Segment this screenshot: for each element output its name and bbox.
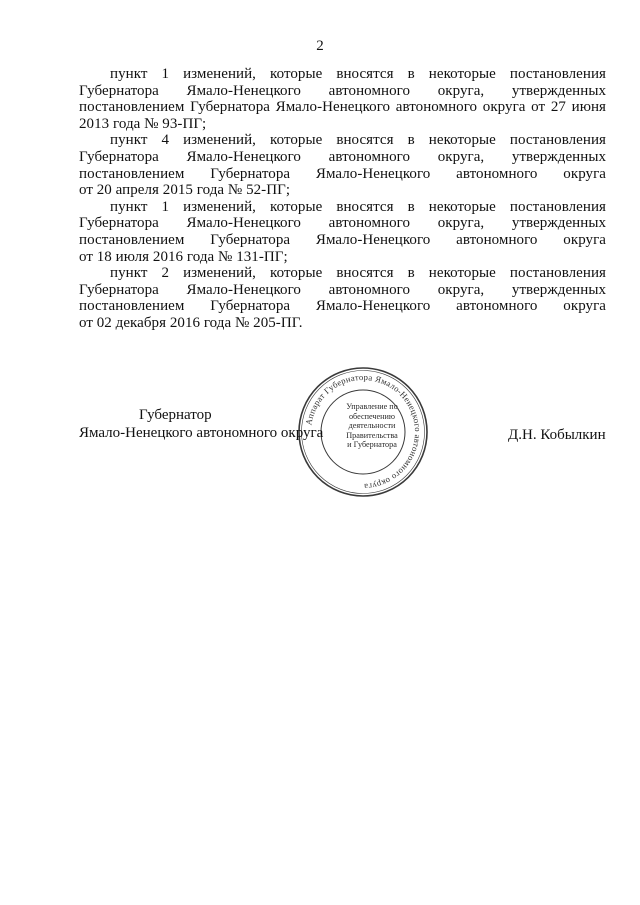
page-number: 2 <box>316 38 324 54</box>
paragraph-1-line-4: 2013 года № 93-ПГ; <box>79 115 207 132</box>
paragraph-2 <box>79 132 606 198</box>
paragraph-3-line-2: Губернатора Ямало-Ненецкого автономного округа, утвержденных <box>79 215 606 232</box>
paragraph-1-line-2: Губернатора Ямало-Ненецкого автономного округа, утвержденных <box>79 82 606 99</box>
paragraph-3-line-3: постановлением Губернатора Ямало-Ненецкого автономного округа <box>79 231 606 248</box>
paragraph-4 <box>79 265 606 331</box>
paragraph-4-line-1: пункт 2 изменений, которые вносятся в некоторые постановления <box>110 265 606 282</box>
paragraph-4-line-2: Губернатора Ямало-Ненецкого автономного округа, утвержденных <box>79 281 606 298</box>
signature-name: Д.Н. Кобылкин <box>508 427 606 443</box>
paragraph-4-line-4: от 02 декабря 2016 года № 205-ПГ. <box>79 314 303 331</box>
signature-title-line-1: Губернатор <box>139 407 212 423</box>
paragraph-3-line-1: пункт 1 изменений, которые вносятся в некоторые постановления <box>110 198 606 215</box>
signature-title-line-2: Ямало-Ненецкого автономного округа <box>79 425 324 441</box>
paragraph-3-line-4: от 18 июля 2016 года № 131-ПГ; <box>79 248 288 265</box>
paragraph-4-line-3: постановлением Губернатора Ямало-Ненецкого автономного округа <box>79 298 606 315</box>
document-body <box>79 66 606 332</box>
paragraph-2-line-4: от 20 апреля 2015 года № 52-ПГ; <box>79 182 291 199</box>
paragraph-2-line-3: постановлением Губернатора Ямало-Ненецкого автономного округа <box>79 165 606 182</box>
paragraph-1 <box>79 66 606 132</box>
paragraph-2-line-1: пункт 4 изменений, которые вносятся в некоторые постановления <box>110 132 606 149</box>
seal-center-text: Управление по обеспечению деятельности Правительства и Губернатора <box>346 402 398 450</box>
paragraph-1-line-1: пункт 1 изменений, которые вносятся в некоторые постановления <box>110 66 606 82</box>
paragraph-1-line-3: постановлением Губернатора Ямало-Ненецкого автономного округа от 27 июня <box>79 99 606 116</box>
paragraph-3 <box>79 199 606 265</box>
paragraph-2-line-2: Губернатора Ямало-Ненецкого автономного округа, утвержденных <box>79 148 606 165</box>
seal-ring-text: Аппарат Губернатора Ямало-Ненецкого автономного округа <box>303 371 424 493</box>
